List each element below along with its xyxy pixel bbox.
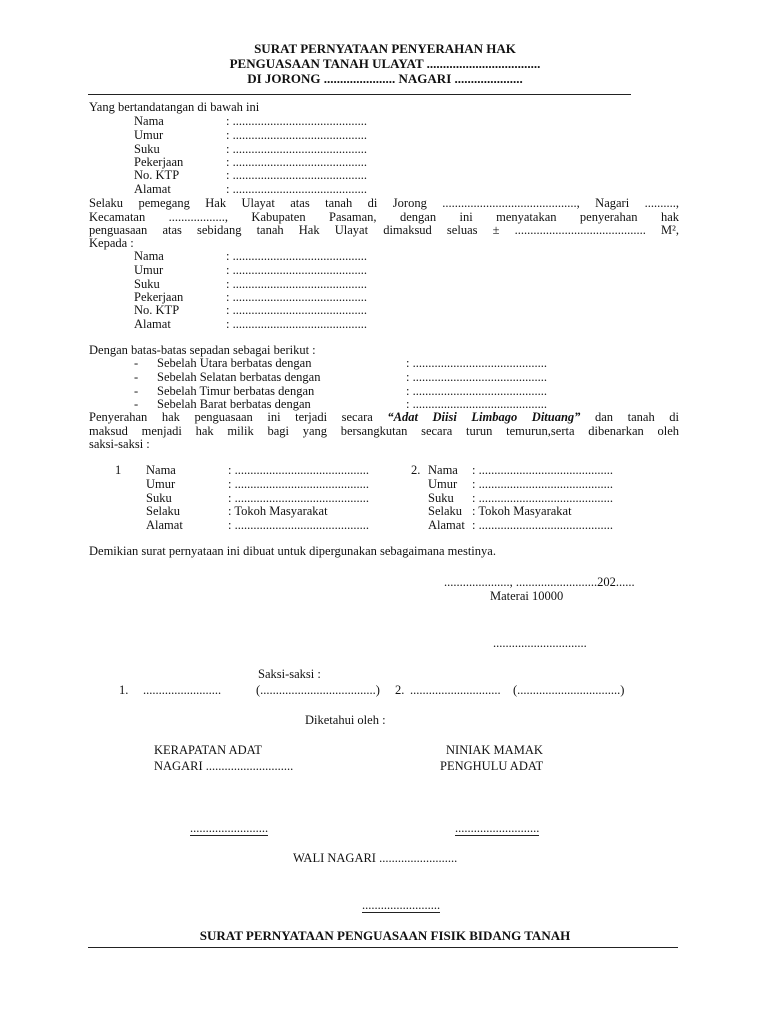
field-value: : ........................................... xyxy=(228,491,369,505)
field-value: : ........................................... xyxy=(226,303,367,317)
field-label: Alamat xyxy=(134,182,171,196)
field-value: : ........................................... xyxy=(226,128,367,142)
ninik-mamak-title: NINIAK MAMAK xyxy=(446,743,543,757)
field-value: : ........................................... xyxy=(226,182,367,196)
field-label: No. KTP xyxy=(134,168,180,182)
header-divider xyxy=(88,94,631,95)
witness-sign-name-2: (.................................) xyxy=(513,683,625,697)
field-label: Umur xyxy=(146,477,176,491)
transfer-post: dan tanah di xyxy=(580,410,679,424)
border-label: Sebelah Utara berbatas dengan xyxy=(157,356,312,370)
field-value: : ........................................... xyxy=(226,249,367,263)
doc-title-line-1: SURAT PERNYATAAN PENYERAHAN HAK xyxy=(254,41,516,56)
field-label: Pekerjaan xyxy=(134,290,184,304)
field-value: : ........................................... xyxy=(472,463,613,477)
transfer-line-3: saksi-saksi : xyxy=(89,437,150,451)
field-label: Suku xyxy=(134,142,160,156)
field-value: : ........................................... xyxy=(226,142,367,156)
kan-nagari: NAGARI ............................ xyxy=(154,759,294,773)
field-label: Nama xyxy=(134,249,164,263)
list-dash: - xyxy=(134,370,139,384)
field-value: : ........................................... xyxy=(226,277,367,291)
witness-sign-name-1: (.....................................) xyxy=(256,683,380,697)
materai-label: Materai 10000 xyxy=(490,589,564,603)
border-value: : ........................................... xyxy=(406,384,547,398)
border-label: Sebelah Timur berbatas dengan xyxy=(157,384,315,398)
place-date: ....................., ..........................202...... xyxy=(444,575,635,589)
field-value: : ........................................... xyxy=(472,518,613,532)
field-label: Umur xyxy=(428,477,458,491)
field-value: : Tokoh Masyarakat xyxy=(228,504,328,518)
field-value: : ........................................... xyxy=(226,317,367,331)
closing-text: Demikian surat pernyataan ini dibuat untuk dipergunakan sebagaimana mestinya. xyxy=(89,544,496,558)
witness-number: 2. xyxy=(411,463,421,477)
statement-line-4: Kepada : xyxy=(89,236,134,250)
field-label: Umur xyxy=(134,263,164,277)
field-label: Alamat xyxy=(428,518,465,532)
wali-nagari-signature-line: ......................... xyxy=(362,898,441,912)
field-label: Umur xyxy=(134,128,164,142)
ninik-signature-line: ........................... xyxy=(455,821,540,835)
field-value: : ........................................... xyxy=(228,477,369,491)
field-value: : ........................................... xyxy=(472,477,613,491)
field-label: Alamat xyxy=(146,518,183,532)
transfer-line-1 xyxy=(89,410,679,424)
acknowledged-label: Diketahui oleh : xyxy=(305,713,386,727)
field-value: : ........................................... xyxy=(226,155,367,169)
statement-line-2: Kecamatan .................., Kabupaten Pasaman, dengan ini menyatakan penyerahan hak xyxy=(89,210,679,224)
signer-signature-line: .............................. xyxy=(493,636,587,650)
border-value: : ........................................... xyxy=(406,397,547,411)
field-value: : ........................................... xyxy=(226,263,367,277)
field-label: Nama xyxy=(428,463,458,477)
field-label: Alamat xyxy=(134,317,171,331)
field-label: Suku xyxy=(146,491,172,505)
border-value: : ........................................... xyxy=(406,370,547,384)
witnesses-title: Saksi-saksi : xyxy=(258,667,321,681)
field-value: : ........................................... xyxy=(226,290,367,304)
field-label: Suku xyxy=(428,491,454,505)
intro-text: Yang bertandatangan di bawah ini xyxy=(89,100,260,114)
border-label: Sebelah Barat berbatas dengan xyxy=(157,397,311,411)
witness-sign-number-2: 2. xyxy=(395,683,405,697)
field-label: Suku xyxy=(134,277,160,291)
field-value: : Tokoh Masyarakat xyxy=(472,504,572,518)
footer-divider xyxy=(88,947,678,948)
list-dash: - xyxy=(134,384,139,398)
statement-line-3: penguasaan atas sebidang tanah Hak Ulayat dimaksud seluas ± .......................................... M², xyxy=(89,223,679,237)
doc-title-line-2: PENGUASAAN TANAH ULAYAT ................................... xyxy=(229,56,541,71)
list-dash: - xyxy=(134,397,139,411)
witness-number: 1 xyxy=(115,463,122,477)
field-value: : ........................................... xyxy=(228,518,369,532)
transfer-emphasis: “Adat Diisi Limbago Dituang” xyxy=(387,410,581,424)
witness-sign-line-2: ............................. xyxy=(410,683,501,697)
field-label: Nama xyxy=(134,114,164,128)
penghulu-adat-title: PENGHULU ADAT xyxy=(440,759,544,773)
footer-doc-title: SURAT PERNYATAAN PENGUASAAN FISIK BIDANG TANAH xyxy=(199,928,571,943)
transfer-line-2: maksud menjadi hak milik bagi yang bersangkutan secara turun temurun,serta dibenarkan oleh xyxy=(89,424,679,438)
field-label: Nama xyxy=(146,463,176,477)
list-dash: - xyxy=(134,356,139,370)
field-label: Pekerjaan xyxy=(134,155,184,169)
witness-sign-number-1: 1. xyxy=(119,683,129,697)
transfer-pre: Penyerahan hak penguasaan ini terjadi secara xyxy=(89,410,388,424)
kan-title: KERAPATAN ADAT xyxy=(154,743,262,757)
borders-intro: Dengan batas-batas sepadan sebagai berikut : xyxy=(89,343,316,357)
wali-nagari-label: WALI NAGARI ......................... xyxy=(293,851,458,865)
field-value: : ........................................... xyxy=(226,168,367,182)
field-value: : ........................................... xyxy=(472,491,613,505)
doc-title-line-3: DI JORONG ...................... NAGARI ..................... xyxy=(247,71,523,86)
witness-sign-line-1: ......................... xyxy=(143,683,222,697)
field-label: Selaku xyxy=(146,504,181,518)
field-label: Selaku xyxy=(428,504,463,518)
kan-signature-line: ......................... xyxy=(190,821,269,835)
border-label: Sebelah Selatan berbatas dengan xyxy=(157,370,321,384)
field-value: : ........................................... xyxy=(226,114,367,128)
statement-line-1: Selaku pemegang Hak Ulayat atas tanah di Jorong ..........................................., Nagari .........., xyxy=(89,196,679,210)
field-label: No. KTP xyxy=(134,303,180,317)
field-value: : ........................................... xyxy=(228,463,369,477)
border-value: : ........................................... xyxy=(406,356,547,370)
